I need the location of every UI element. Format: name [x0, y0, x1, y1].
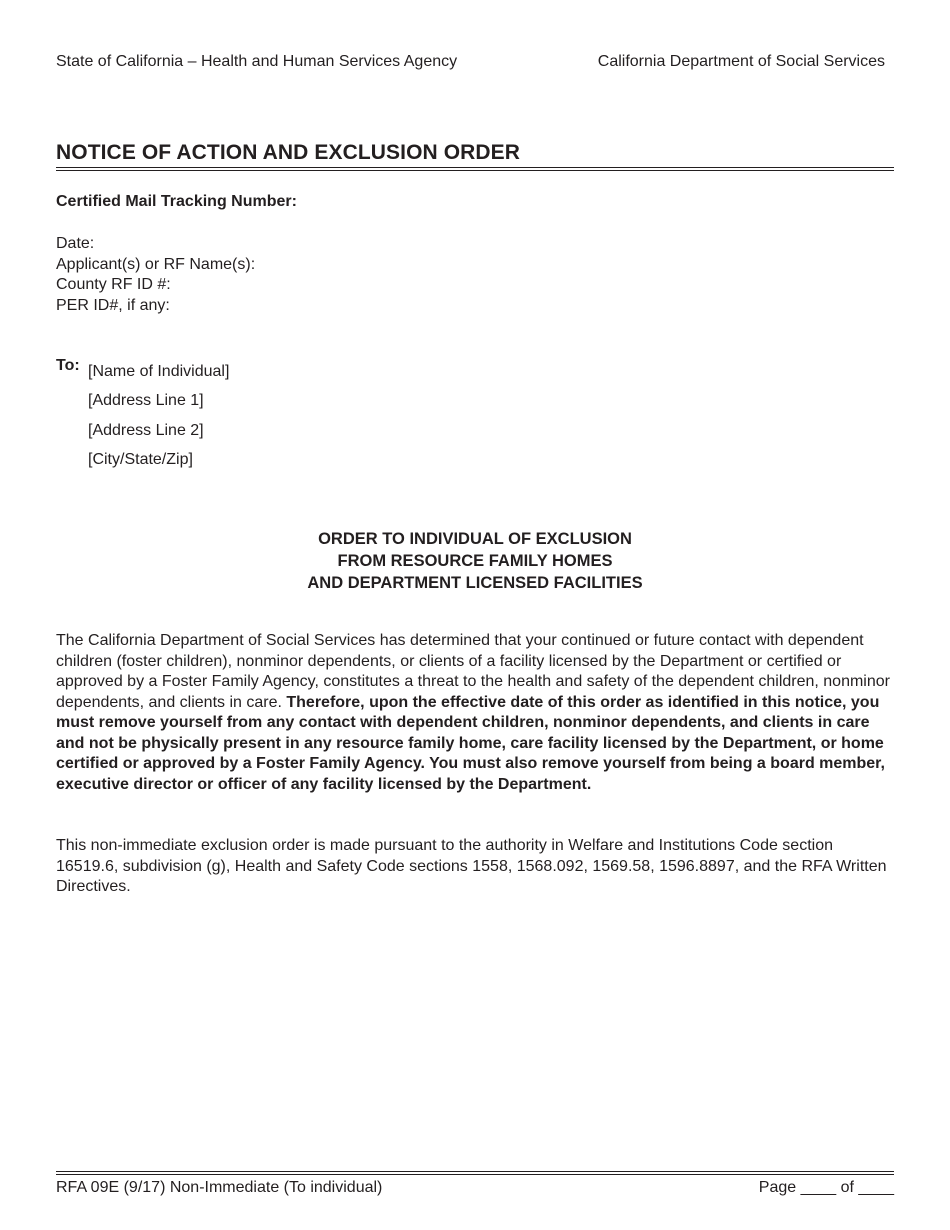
recipient-address	[88, 357, 229, 474]
footer-divider	[56, 1171, 894, 1175]
tracking-number-label: Certified Mail Tracking Number:	[56, 193, 297, 210]
to-label: To:	[56, 357, 80, 374]
authority-paragraph: This non-immediate exclusion order is made pursuant to the authority in Welfare and Institutions Code section 16519.6, subdivision (g), Health and Safety Code sections 1558, 1568.092, 1569.58, 1596.8897, and the RFA Written Directives.	[56, 837, 887, 895]
agency-header: State of California – Health and Human Services Agency	[56, 53, 458, 70]
recipient-name: [Name of Individual]	[88, 363, 230, 380]
determination-paragraph	[56, 631, 896, 795]
page-title: NOTICE OF ACTION AND EXCLUSION ORDER	[56, 141, 521, 164]
order-title-line-3: AND DEPARTMENT LICENSED FACILITIES	[307, 574, 643, 592]
city-state-zip: [City/State/Zip]	[88, 450, 193, 468]
order-title	[0, 528, 950, 594]
department-header: California Department of Social Services	[597, 53, 885, 70]
order-title-line-2: FROM RESOURCE FAMILY HOMES	[337, 552, 613, 570]
order-title-line-1: ORDER TO INDIVIDUAL OF EXCLUSION	[318, 530, 632, 548]
info-fields	[56, 234, 255, 316]
form-id: RFA 09E (9/17) Non-Immediate (To individual)	[56, 1179, 383, 1196]
address-line-2: [Address Line 2]	[88, 421, 204, 439]
order-directive-text: Therefore, upon the effective date of this order as identified in this notice, you must remove yourself from any contact with dependent children, nonminor dependents, and clients in care and not be physically present in any resource family home, care facility licensed by the Department, or home certified or approved by a Foster Family Agency. You must also remove yourself from being a board member, executive director or officer of any facility licensed by the Department.	[56, 693, 885, 793]
applicant-name-label: Applicant(s) or RF Name(s):	[56, 255, 256, 273]
per-id-label: PER ID#, if any:	[56, 296, 170, 314]
date-label: Date:	[56, 235, 95, 252]
determination-text: The California Department of Social Services has determined that your continued or future contact with dependent children (foster children), nonminor dependents, or clients of a facility licensed by the Department or certified or approved by a Foster Family Agency, constitutes a threat to the health and safety of the dependent children, nonminor dependents, and clients in care.	[56, 632, 890, 711]
page-number: Page ____ of ____	[758, 1179, 894, 1196]
county-rf-id-label: County RF ID #:	[56, 276, 171, 294]
address-line-1: [Address Line 1]	[88, 392, 204, 410]
title-divider	[56, 167, 894, 171]
